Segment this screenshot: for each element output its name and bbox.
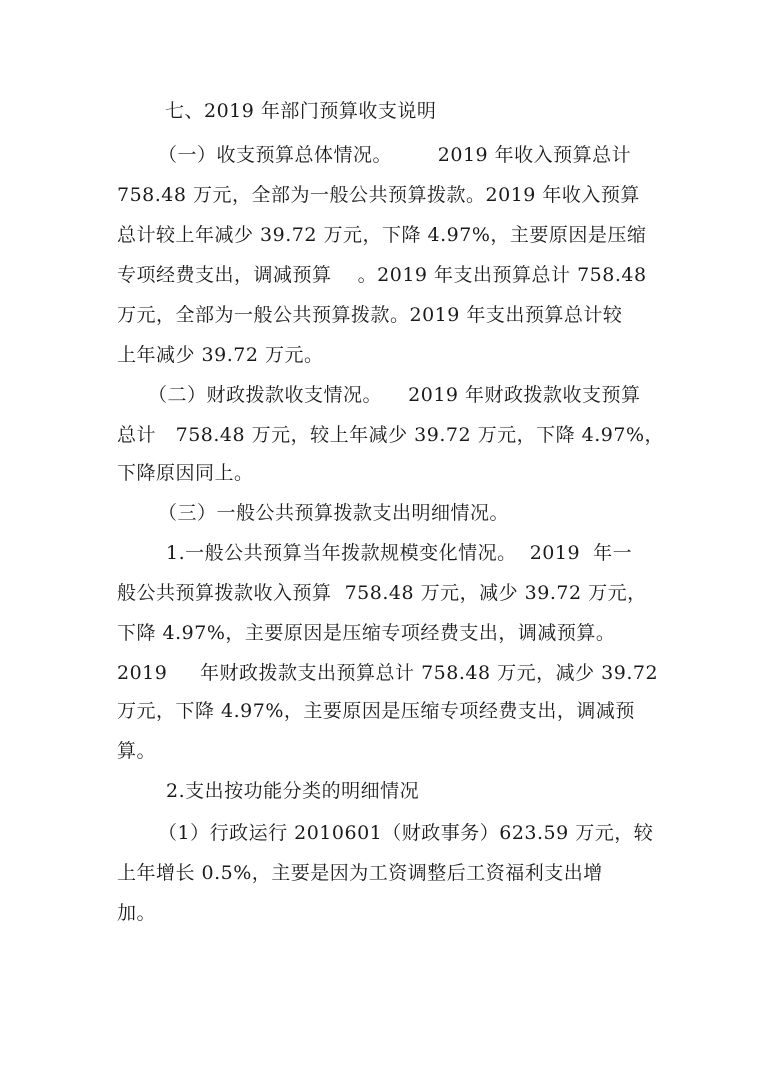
paragraph-2-line-3: 下降原因同上。 — [117, 462, 254, 484]
paragraph-4-line-2: 上年增长 0.5%，主要是因为工资调整后工资福利支出增 — [117, 862, 603, 884]
paragraph-3-line-3: 下降 4.97%，主要原因是压缩专项经费支出，调减预算。 — [117, 622, 616, 644]
section-heading: 七、2019 年部门预算收支说明 — [165, 100, 437, 122]
paragraph-3-line-6: 算。 — [117, 740, 157, 762]
paragraph-4-line-3: 加。 — [117, 902, 157, 924]
paragraph-3-line-1: 1.一般公共预算当年拨款规模变化情况。 2019 年一 — [166, 542, 633, 564]
paragraph-2-line-1: （二）财政拨款收支情况。 2019 年财政拨款收支预算 — [148, 384, 641, 406]
paragraph-4-line-1: （1）行政运行 2010601（财政事务）623.59 万元，较 — [158, 822, 654, 844]
paragraph-1-line-2: 758.48 万元，全部为一般公共预算拨款。2019 年收入预算 — [117, 184, 640, 206]
paragraph-3-line-4: 2019 年财政拨款支出预算总计 758.48 万元，减少 39.72 — [117, 662, 659, 684]
paragraph-1-line-6: 上年减少 39.72 万元。 — [117, 344, 324, 366]
paragraph-1-line-3: 总计较上年减少 39.72 万元，下降 4.97%，主要原因是压缩 — [117, 224, 647, 246]
paragraph-1-line-4: 专项经费支出，调减预算 。2019 年支出预算总计 758.48 — [117, 264, 647, 286]
paragraph-3-line-5: 万元，下降 4.97%，主要原因是压缩专项经费支出，调减预 — [117, 700, 635, 722]
paragraph-1-line-1: （一）收支预算总体情况。 2019 年收入预算总计 — [158, 144, 632, 166]
paragraph-2-line-2: 总计 758.48 万元，较上年减少 39.72 万元，下降 4.97%， — [117, 424, 665, 446]
subsection-heading-3: （三）一般公共预算拨款支出明细情况。 — [158, 502, 510, 524]
paragraph-1-line-5: 万元，全部为一般公共预算拨款。2019 年支出预算总计较 — [117, 304, 623, 326]
paragraph-3-line-2: 般公共预算拨款收入预算 758.48 万元，减少 39.72 万元， — [117, 582, 647, 604]
subsection-heading-2: 2.支出按功能分类的明细情况 — [166, 780, 420, 802]
